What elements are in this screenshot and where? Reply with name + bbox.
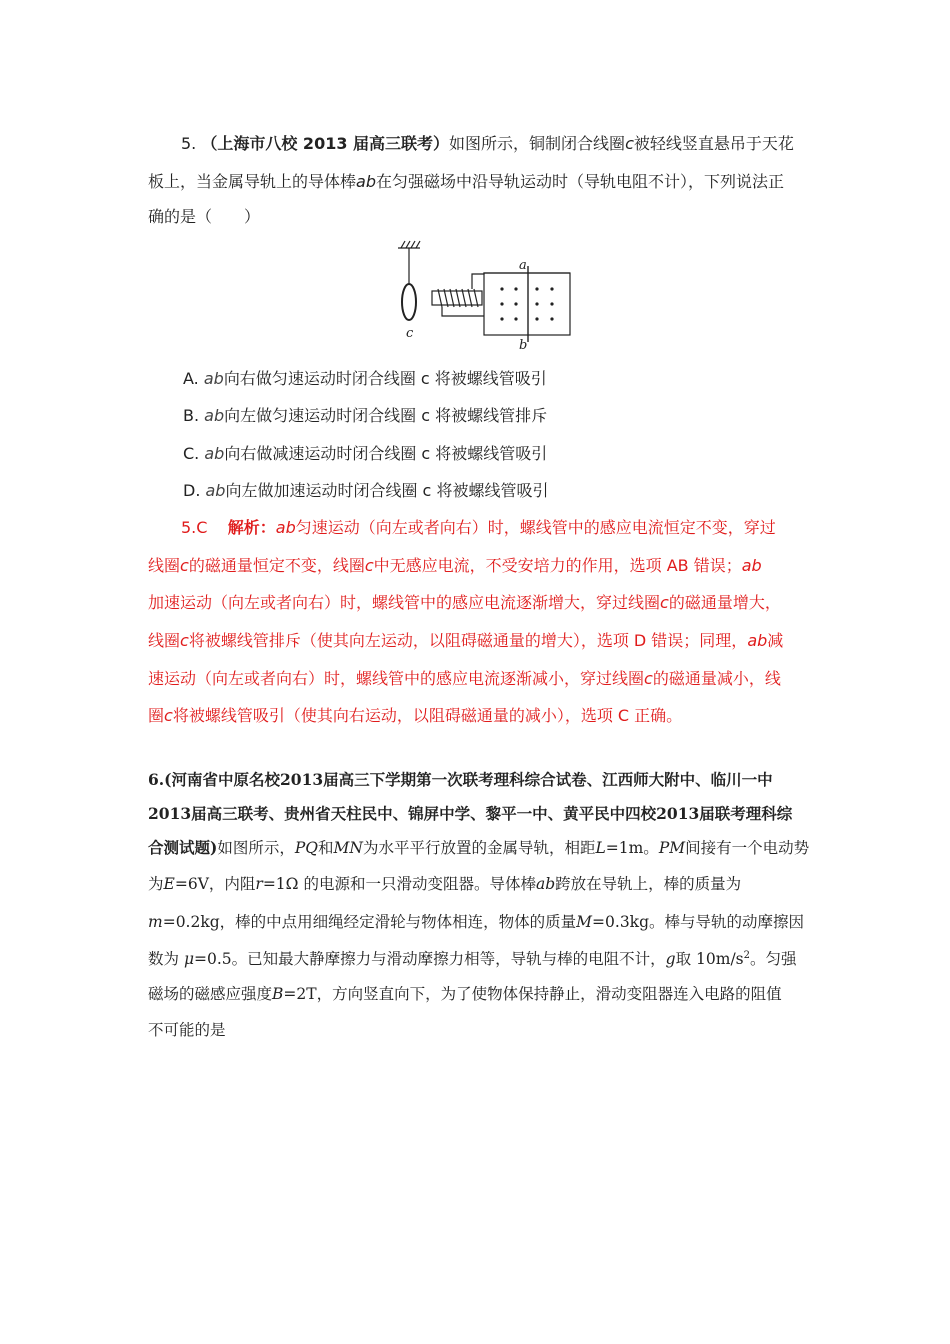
label-c: c [406, 326, 414, 341]
q5-solution-line-1: 5.C 解析：ab匀速运动（向左或者向右）时，螺线管中的感应电流恒定不变，穿过 [181, 518, 776, 537]
q5-solution-line-6: 圈c将被螺线管吸引（使其向右运动，以阻碍磁通量的减小），选项 C 正确。 [148, 706, 683, 725]
q5-stem-line-1: 5. （上海市八校 2013 届高三联考）如图所示，铜制闭合线圈c被轻线竖直悬吊于天花 [181, 134, 794, 153]
q6-line-3: 合测试题)如图所示，PQ和MN为水平平行放置的金属导轨，相距L=1m。PM间接有一个电动势 [148, 838, 810, 857]
q5-option-d: D. ab向左做加速运动时闭合线圈 c 将被螺线管吸引 [183, 481, 549, 500]
q5-option-a: A. ab向右做匀速运动时闭合线圈 c 将被螺线管吸引 [183, 369, 547, 388]
q5-solution-line-4: 线圈c将被螺线管排斥（使其向左运动，以阻碍磁通量的增大），选项 D 错误；同理，ab减 [148, 631, 784, 650]
q5-option-c: C. ab向右做减速运动时闭合线圈 c 将被螺线管吸引 [183, 444, 548, 463]
q6-line-5: m=0.2kg，棒的中点用细绳经定滑轮与物体相连，物体的质量M=0.3kg。棒与导轨的动摩擦因 [148, 913, 804, 931]
wire-bottom [442, 307, 484, 316]
q5-circuit-figure [392, 238, 572, 350]
q6-line-6: 数为 μ=0.5。已知最大静摩擦力与滑动摩擦力相等，导轨与棒的电阻不计，g取 $10m/s^2$。匀强 [148, 950, 797, 969]
q6-line-8: 不可能的是 [148, 1021, 226, 1039]
solenoid-windings [438, 289, 478, 307]
label-a: a [519, 258, 527, 273]
q6-line-2: 2013届高三联考、贵州省天柱民中、锦屏中学、黎平一中、黄平民中四校2013届联考理科综 [148, 804, 793, 823]
q5-solution-line-3: 加速运动（向左或者向右）时，螺线管中的感应电流逐渐增大，穿过线圈c的磁通量增大， [148, 593, 781, 612]
q5-number: 5. [181, 134, 197, 153]
q5-stem-line-2: 板上，当金属导轨上的导体棒ab在匀强磁场中沿导轨运动时（导轨电阻不计），下列说法正 [148, 172, 784, 191]
q5-solution-label: 解析： [227, 518, 276, 537]
q5-solution-line-5: 速运动（向左或者向右）时，螺线管中的感应电流逐渐减小，穿过线圈c的磁通量减小，线 [148, 669, 781, 688]
rail-frame [484, 273, 570, 335]
wire-top [472, 273, 570, 289]
label-b: b [519, 338, 528, 350]
magnetic-field-dots [500, 287, 553, 320]
closed-coil-c [402, 284, 416, 320]
q6-line-4: 为E=6V，内阻r=1Ω 的电源和一只滑动变阻器。导体棒ab跨放在导轨上，棒的质量为 [148, 875, 742, 893]
ceiling-hatch [398, 241, 420, 248]
q6-line-1: 6.(河南省中原名校2013届高三下学期第一次联考理科综合试卷、江西师大附中、临川一中 [148, 770, 773, 789]
q5-source: （上海市八校 2013 届高三联考） [201, 134, 450, 153]
q6-line-7: 磁场的磁感应强度B=2T，方向竖直向下，为了使物体保持静止，滑动变阻器连入电路的阻值 [148, 985, 782, 1003]
q5-answer: 5.C [181, 518, 208, 537]
q5-stem-line-3: 确的是（ ） [148, 207, 261, 226]
q5-solution-line-2: 线圈c的磁通量恒定不变，线圈c中无感应电流，不受安培力的作用，选项 AB 错误；ab [148, 556, 762, 575]
q5-option-b: B. ab向左做匀速运动时闭合线圈 c 将被螺线管排斥 [183, 406, 548, 425]
